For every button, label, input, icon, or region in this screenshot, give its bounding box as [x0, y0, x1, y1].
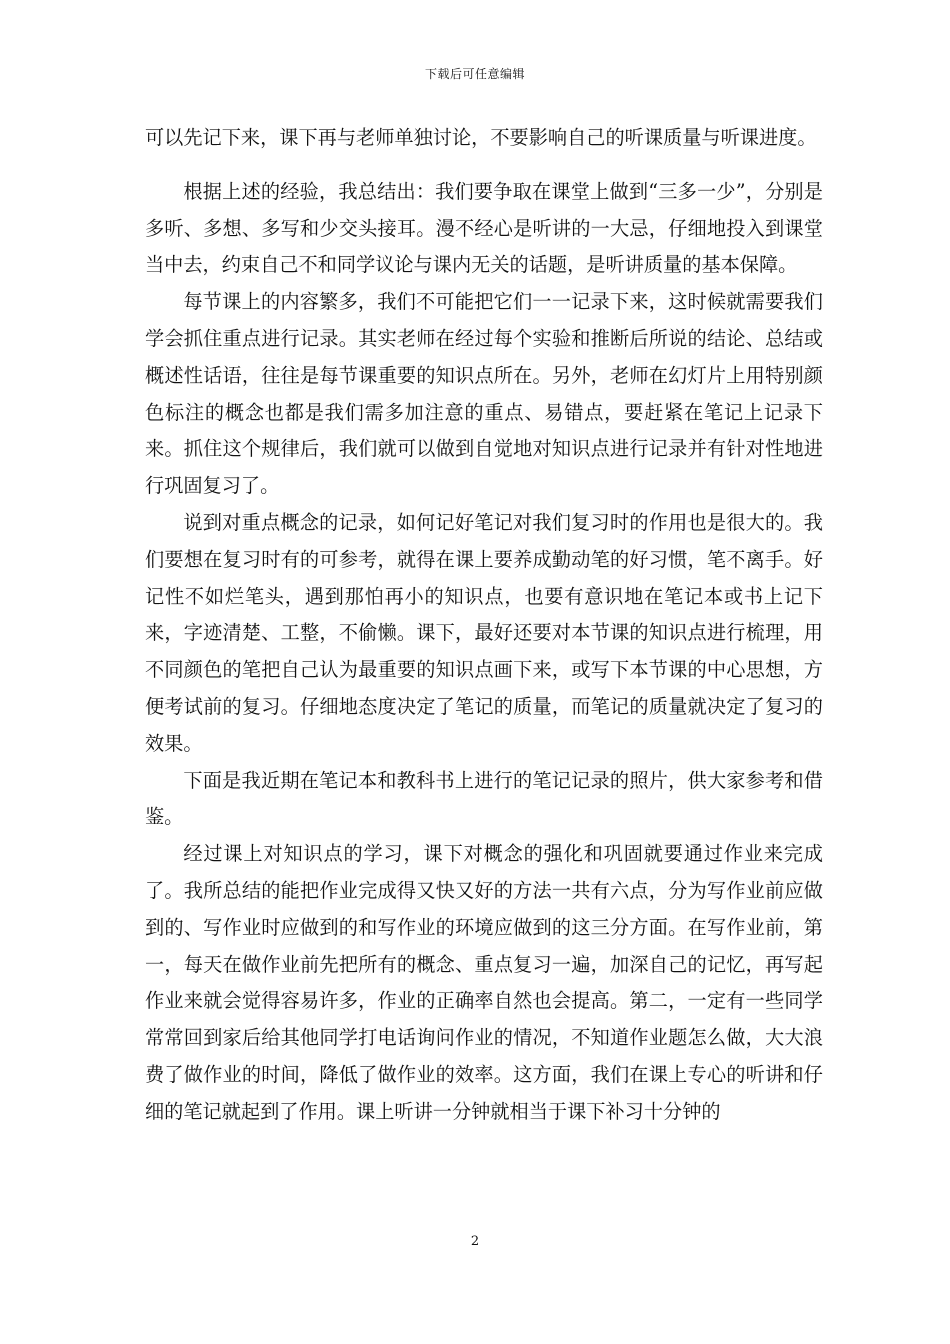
- paragraph-photos-intro: 下面是我近期在笔记本和教科书上进行的笔记记录的照片，供大家参考和借鉴。: [145, 768, 823, 829]
- paragraph-note-taking: 说到对重点概念的记录，如何记好笔记对我们复习时的作用也是很大的。我们要想在复习时有的可参考，就得在课上要养成勤动笔的好习惯，笔不离手。好记性不如烂笔头，遇到那怕再小的知识点，也要有意识地在笔记本或书上记下来，字迹清楚、工整，不偷懒。课下，最好还要对本节课的知识点进行梳理，用不同颜色的笔把自己认为最重要的知识点画下来，或写下本节课的中心思想，方便考试前的复习。仔细地态度决定了笔记的质量，而笔记的质量就决定了复习的效果。: [145, 510, 823, 755]
- paragraph-continuation: 可以先记下来，课下再与老师单独讨论，不要影响自己的听课质量与听课进度。: [145, 126, 817, 149]
- document-body: [145, 120, 823, 1131]
- page-header: 下载后可任意编辑: [424, 67, 525, 81]
- paragraph-note-key-points: 每节课上的内容繁多，我们不可能把它们一一记录下来，这时候就需要我们学会抓住重点进行记录。其实老师在经过每个实验和推断后所说的结论、总结或概述性话语，往往是每节课重要的知识点所在。另外，老师在幻灯片上用特别颜色标注的概念也都是我们需多加注意的重点、易错点，要赶紧在笔记上记录下来。抓住这个规律后，我们就可以做到自觉地对知识点进行记录并有针对性地进行巩固复习了。: [145, 290, 823, 498]
- page-number: 2: [470, 1234, 480, 1249]
- paragraph-homework: 经过课上对知识点的学习，课下对概念的强化和巩固就要通过作业来完成了。我所总结的能把作业完成得又快又好的方法一共有六点，分为写作业前应做到的、写作业时应做到的和写作业的环境应做到的这三分方面。在写作业前，第一，每天在做作业前先把所有的概念、重点复习一遍，加深自己的记忆，再写起作业来就会觉得容易许多，作业的正确率自然也会提高。第二，一定有一些同学常常回到家后给其他同学打电话询问作业的情况，不知道作业题怎么做，大大浪费了做作业的时间，降低了做作业的效率。这方面，我们在课上专心的听讲和仔细的笔记就起到了作用。课上听讲一分钟就相当于课下补习十分钟的: [145, 842, 823, 1123]
- paragraph-summary: 根据上述的经验，我总结出：我们要争取在课堂上做到“三多一少”，分别是多听、多想、多写和少交头接耳。漫不经心是听讲的一大忌，仔细地投入到课堂当中去，约束自己不和同学议论与课内无关的话题，是听讲质量的基本保障。: [145, 179, 823, 277]
